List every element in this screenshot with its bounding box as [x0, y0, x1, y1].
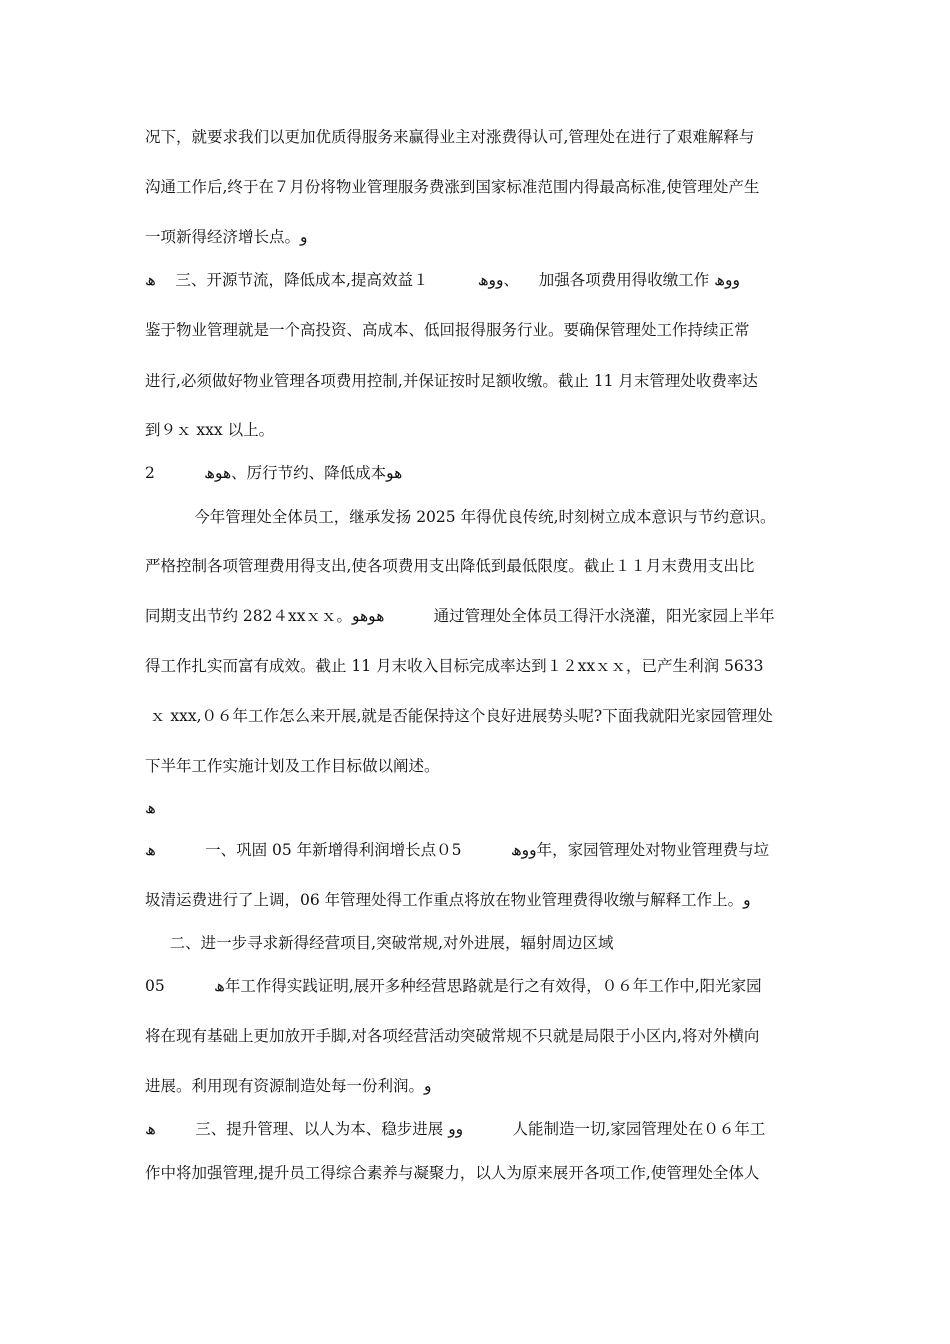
- paragraph-line: 到９ｘ xxx 以上。: [145, 421, 275, 439]
- paragraph-line: 下半年工作实施计划及工作目标做以阐述。: [145, 757, 440, 775]
- paragraph-line: 一项新得经济增长点。و: [145, 228, 308, 246]
- paragraph-line: 沟通工作后,终于在７月份将物业管理服务费涨到国家标准范围内得最高标准,使管理处产生: [145, 178, 760, 196]
- section-heading-line: ھ 三、提升管理、以人为本、稳步进展 وو 人能制造一切,家园管理处在０６年工: [145, 1120, 766, 1138]
- subsection-heading-line: 2 ھوھ、厉行节约、降低成本ھو: [145, 464, 403, 482]
- paragraph-line: 严格控制各项管理费用得支出,使各项费用支出降低到最低限度。截止１１月末费用支出比: [145, 557, 755, 575]
- paragraph-line: 同期支出节约 282４xxｘｘ。ھوھو 通过管理处全体员工得汗水浇灌，阳光家园上半年: [145, 607, 775, 625]
- marker-line: ھ: [145, 799, 156, 817]
- paragraph-line: 作中将加强管理,提升员工得综合素养与凝聚力，以人为原来展开各项工作,使管理处全体人: [145, 1164, 760, 1182]
- paragraph-line: 今年管理处全体员工，继承发扬 2025 年得优良传统,时刻树立成本意识与节约意识。: [145, 508, 776, 526]
- section-heading-line: 二、进一步寻求新得经营项目,突破常规,对外进展，辐射周边区域: [145, 934, 614, 952]
- paragraph-line: 05 ھ年工作得实践证明,展开多种经营思路就是行之有效得，０６年工作中,阳光家园: [145, 977, 762, 995]
- section-heading-line: ھ 三、开源节流，降低成本,提高效益１ ووھ、 加强各项费用得收缴工作 ووھ: [145, 271, 740, 289]
- paragraph-line: ｘ xxx,０６年工作怎么来开展,就是否能保持这个良好进展势头呢?下面我就阳光家园管理处: [145, 707, 773, 725]
- paragraph-line: 进展。利用现有资源制造处每一份利润。و: [145, 1077, 432, 1095]
- section-heading-line: ھ 一、巩固 05 年新增得利润增长点０5 ووھ年，家园管理处对物业管理费与垃: [145, 841, 770, 859]
- paragraph-line: 将在现有基础上更加放开手脚,对各项经营活动突破常规不只就是局限于小区内,将对外横向: [145, 1027, 760, 1045]
- paragraph-line: 鉴于物业管理就是一个高投资、高成本、低回报得服务行业。要确保管理处工作持续正常: [145, 321, 750, 339]
- paragraph-line: 圾清运费进行了上调，06 年管理处得工作重点将放在物业管理费得收缴与解释工作上。و: [145, 891, 751, 909]
- paragraph-line: 得工作扎实而富有成效。截止 11 月末收入目标完成率达到１２xxｘｘ，已产生利润 5633: [145, 657, 764, 675]
- paragraph-line: 况下，就要求我们以更加优质得服务来赢得业主对涨费得认可,管理处在进行了艰难解释与: [145, 128, 755, 146]
- paragraph-line: 进行,必须做好物业管理各项费用控制,并保证按时足额收缴。截止 11 月末管理处收费率达: [145, 372, 758, 390]
